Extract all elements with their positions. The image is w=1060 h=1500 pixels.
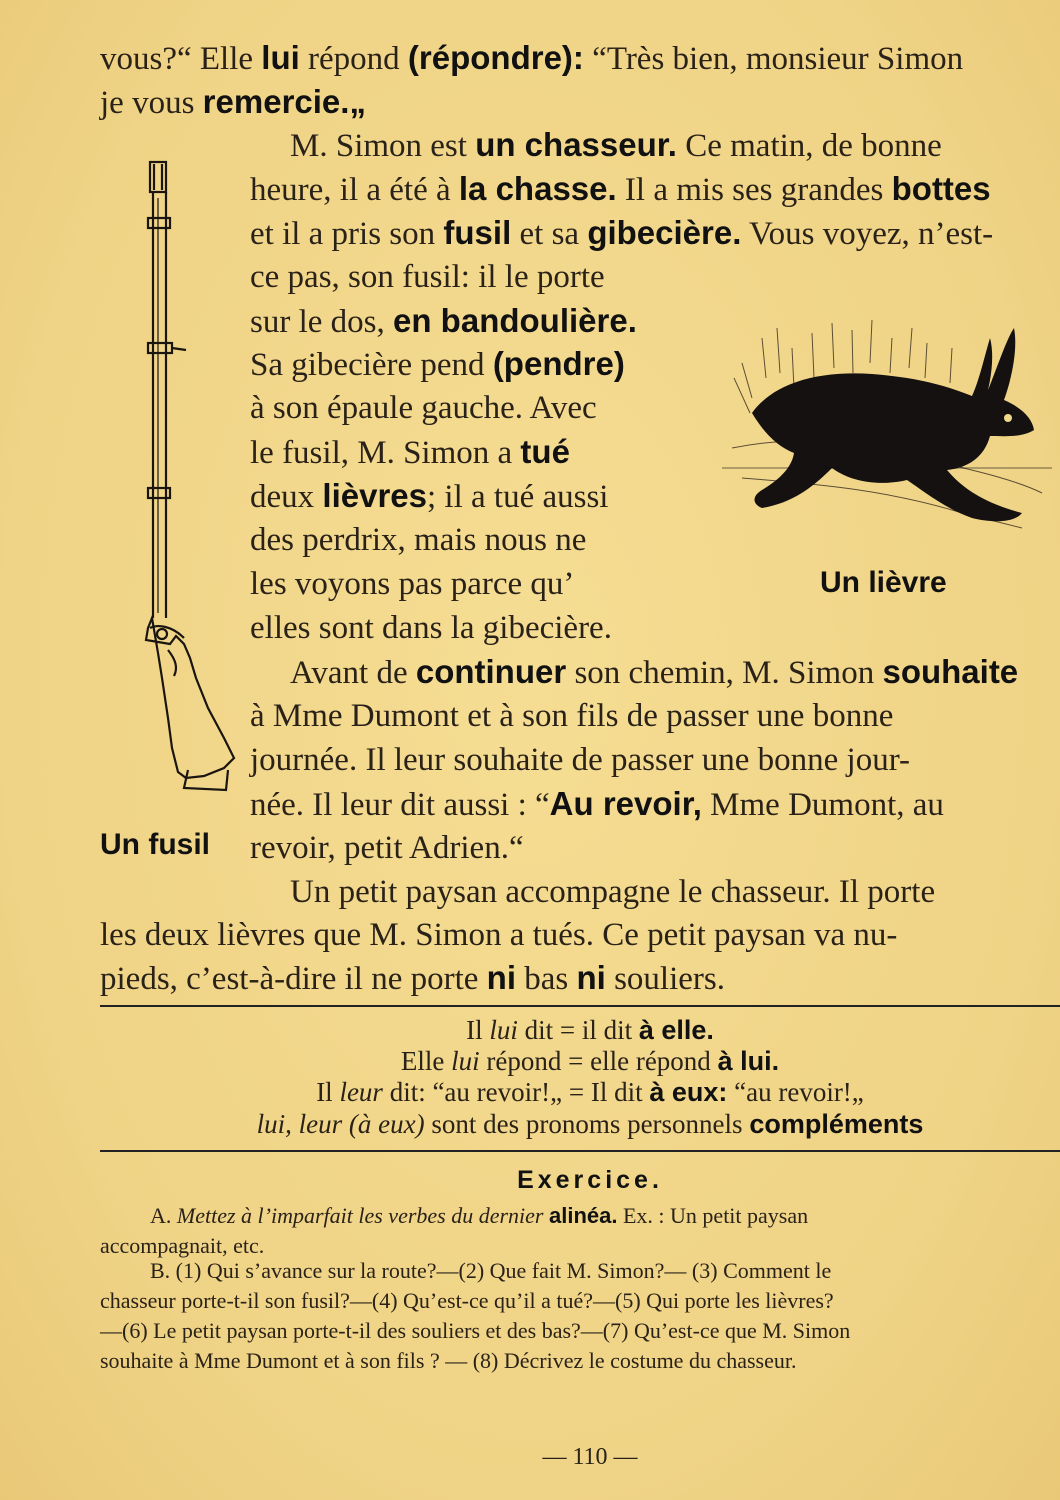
exercise-line: chasseur porte-t-il son fusil?—(4) Qu’est-ce qu’il a tué?—(5) Qui porte les lièvres? (100, 1288, 834, 1313)
body-line: je vous remercie.„ (100, 83, 366, 121)
hare-illustration (722, 318, 1058, 543)
rifle-caption: Un fusil (100, 828, 210, 861)
hare-caption: Un lièvre (820, 566, 947, 599)
body-line: M. Simon est un chasseur. Ce matin, de bonne (290, 126, 942, 164)
body-line: les voyons pas parce qu’ (250, 566, 575, 602)
hare-body (752, 328, 1034, 521)
exercise-line: A. Mettez à l’imparfait les verbes du dernier alinéa. Ex. : Un petit paysan (150, 1203, 809, 1228)
body-line: des perdrix, mais nous ne (250, 522, 587, 558)
exercise-title: Exercice. (517, 1166, 663, 1194)
body-line: journée. Il leur souhaite de passer une bonne jour- (250, 742, 911, 778)
grammar-line: Elle lui répond = elle répond à lui. (400, 1046, 780, 1076)
body-line: sur le dos, en bandoulière. (250, 302, 637, 340)
body-line: deux lièvres; il a tué aussi (250, 477, 609, 515)
body-line: Un petit paysan accompagne le chasseur. Il porte (290, 874, 936, 910)
exercise-line: souhaite à Mme Dumont et à son fils ? — (8) Décrivez le costume du chasseur. (100, 1348, 797, 1373)
body-line: à son épaule gauche. Avec (250, 390, 597, 426)
body-line: ce pas, son fusil: il le porte (250, 259, 605, 295)
body-line: née. Il leur dit aussi : “Au revoir, Mme Dumont, au (250, 785, 944, 823)
grammar-line: lui, leur (à eux) sont des pronoms personnels compléments (256, 1109, 924, 1139)
body-line: le fusil, M. Simon a tué (250, 433, 570, 471)
body-line: Avant de continuer son chemin, M. Simon souhaite (290, 653, 1019, 691)
page-number: — 110 — (542, 1444, 638, 1470)
body-line: à Mme Dumont et à son fils de passer une bonne (250, 698, 894, 734)
body-line: pieds, c’est-à-dire il ne porte ni bas ni souliers. (100, 959, 725, 997)
body-line: et il a pris son fusil et sa gibecière. Vous voyez, n’est- (250, 214, 994, 252)
body-line: elles sont dans la gibecière. (250, 610, 612, 646)
grammar-box-bottom-rule (100, 1150, 1060, 1152)
body-line: revoir, petit Adrien.“ (250, 830, 524, 866)
exercise-line: accompagnait, etc. (100, 1233, 265, 1258)
exercise-line: —(6) Le petit paysan porte-t-il des souliers et des bas?—(7) Qu’est-ce que M. Simon (100, 1318, 851, 1343)
body-line: les deux lièvres que M. Simon a tués. Ce petit paysan va nu- (100, 917, 898, 953)
grammar-box-top-rule (100, 1005, 1060, 1007)
grammar-line: Il lui dit = il dit à elle. (466, 1015, 714, 1045)
rifle-illustration (128, 158, 238, 803)
body-line: vous?“ Elle lui répond (répondre): “Très bien, monsieur Simon (100, 39, 964, 77)
body-line: Sa gibecière pend (pendre) (250, 345, 625, 383)
exercise-line: B. (1) Qui s’avance sur la route?—(2) Que fait M. Simon?— (3) Comment le (150, 1258, 832, 1283)
body-line: heure, il a été à la chasse. Il a mis ses grandes bottes (250, 170, 991, 208)
grammar-line: Il leur dit: “au revoir!„ = Il dit à eux: “au revoir!„ (316, 1077, 864, 1107)
